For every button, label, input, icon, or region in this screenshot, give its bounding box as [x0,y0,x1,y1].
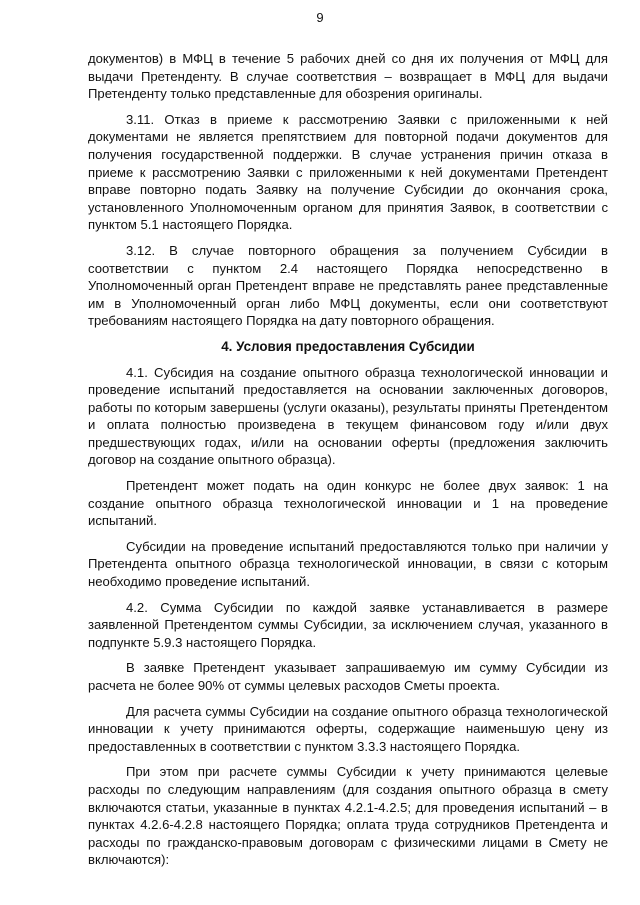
paragraph-requested-amount: В заявке Претендент указывает запрашиваемую им сумму Субсидии из расчета не более 90% от суммы целевых расходов Сметы проекта. [88,660,608,693]
paragraph-3-11: 3.11. Отказ в приеме к рассмотрению Заявки с приложенными к ней документами не является препятствием для повторной подачи документов для получения государственной поддержки. В случае устранения причин отказа в приеме к рассмотрению Заявки с приложенными к ней документами Претендент вправе повторно подать Заявку на получение Субсидии до окончания срока, установленного Уполномоченным органом для принятия Заявок, в соответствии с пунктом 5.1 настоящего Порядка. [88,111,608,233]
page-number: 9 [316,10,324,25]
paragraph-continuation: документов) в МФЦ в течение 5 рабочих дней со дня их получения от МФЦ для выдачи Претенденту. В случае соответствия – возвращает в МФЦ для выдачи Претенденту только представленные для обозрения оригиналы. [88,51,608,102]
paragraph-4-1: 4.1. Субсидия на создание опытного образца технологической инновации и проведение испытаний предоставляется на основании заключенных договоров, работы по которым завершены (услуги оказаны), результаты приняты Претендентом и оплата полностью произведена в текущем финансовом году и/или двух предшествующих годах, и/или на основании оферты (предложения заключить договор на создание опытного образца). [88,364,608,468]
paragraph-3-12: 3.12. В случае повторного обращения за получением Субсидии в соответствии с пунктом 2.4 настоящего Порядка непосредственно в Уполномоченный орган Претендент вправе не представлять ранее представленные им в Уполномоченный орган либо МФЦ документы, если они соответствуют требованиям настоящего Порядка на дату повторного обращения. [88,242,608,329]
paragraph-target-expenses: При этом при расчете суммы Субсидии к учету принимаются целевые расходы по следующим направлениям (для создания опытного образца в смету включаются статьи, указанные в пунктах 4.2.1-4.2.5; для проведения испытаний – в пунктах 4.2.6-4.2.8 настоящего Порядка; оплата труда сотрудников Претендента и расходы по гражданско-правовым договорам с физическими лицами в Смету не включаются): [88,764,608,868]
paragraph-offer-calculation: Для расчета суммы Субсидии на создание опытного образца технологической инновации к учету принимаются оферты, содержащие наименьшую цену из предоставленных в соответствии с пунктом 3.3.3 настоящего Порядка. [88,703,608,754]
paragraph-testing-subsidy: Субсидии на проведение испытаний предоставляются только при наличии у Претендента опытного образца технологической инновации, в связи с которым необходимо проведение испытаний. [88,538,608,590]
document-body [88,50,608,877]
paragraph-applications-limit: Претендент может подать на один конкурс не более двух заявок: 1 на создание опытного образца технологической инновации и 1 на проведение испытаний. [88,478,608,529]
paragraph-4-2: 4.2. Сумма Субсидии по каждой заявке устанавливается в размере заявленной Претендентом суммы Субсидии, за исключением случая, указанного в подпункте 5.9.3 настоящего Порядка. [88,599,608,650]
section-heading: 4. Условия предоставления Субсидии [221,338,475,354]
